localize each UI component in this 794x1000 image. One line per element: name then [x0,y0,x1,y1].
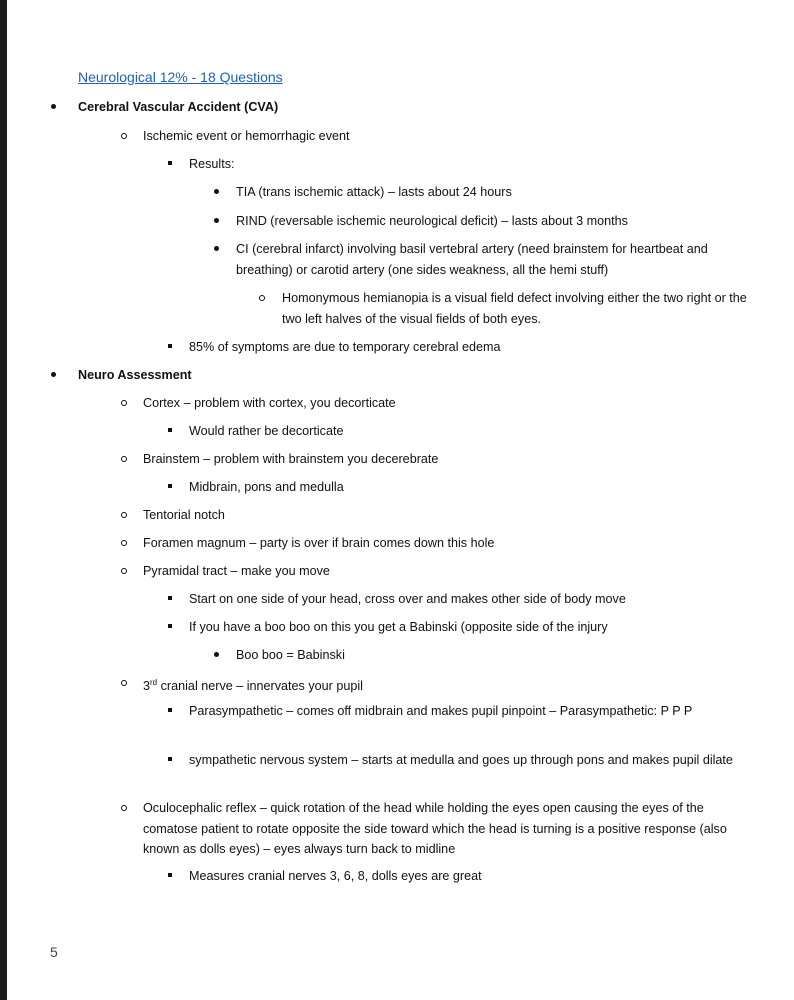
bullet-disc [212,211,222,231]
list-item: sympathetic nervous system – starts at medulla and goes up through pons and makes pupil dilate [189,753,733,767]
bullet-square [167,337,177,357]
bullet-circle [120,798,130,818]
list-item: Brainstem – problem with brainstem you decerebrate [143,452,439,466]
bullet-square [167,154,177,174]
list-item: Oculocephalic reflex – quick rotation of the head while holding the eyes open causing the eyes of the comatose patient to rotate opposite the side toward which the head is turning is a positive response (also known as dolls eyes) – eyes always turn back to midline [143,801,727,856]
bullet-disc [49,365,59,385]
bullet-square [167,477,177,497]
bullet-circle [120,533,130,553]
bullet-square [167,421,177,441]
list-item: Start on one side of your head, cross over and makes other side of body move [189,592,626,606]
list-item: Results: [189,157,235,171]
bullet-square [167,866,177,886]
list-item-3rd-cranial-nerve [143,673,363,697]
bullet-square [167,750,177,770]
list-item: Measures cranial nerves 3, 6, 8, dolls eyes are great [189,869,482,883]
list-item: Would rather be decorticate [189,424,344,438]
bullet-circle [120,393,130,413]
list-item: Ischemic event or hemorrhagic event [143,129,350,143]
bullet-circle [120,505,130,525]
ordinal-suffix: rd [150,678,158,687]
list-item: RIND (reversable ischemic neurological deficit) – lasts about 3 months [236,214,628,228]
list-item: CI (cerebral infarct) involving basil vertebral artery (need brainstem for heartbeat and breathing) or carotid artery (one sides weakness, all the hemi stuff) [236,242,708,277]
bullet-circle [120,126,130,146]
list-item-text: cranial nerve – innervates your pupil [157,679,363,694]
list-item: Parasympathetic – comes off midbrain and makes pupil pinpoint – Parasympathetic: P P P [189,704,693,718]
bullet-circle [258,288,268,308]
bullet-disc [212,239,222,259]
list-item: Boo boo = Babinski [236,648,345,662]
section-heading[interactable]: Neurological 12% - 18 Questions [78,69,283,85]
list-item: Pyramidal tract – make you move [143,564,330,578]
list-item: TIA (trans ischemic attack) – lasts about 24 hours [236,185,512,199]
bullet-disc [49,97,59,117]
bullet-square [167,589,177,609]
document-page [7,0,794,1000]
bullet-circle [120,673,130,693]
list-item: Midbrain, pons and medulla [189,480,344,494]
page-number: 5 [50,944,58,960]
list-item: Tentorial notch [143,508,225,522]
list-item: Cortex – problem with cortex, you decorticate [143,396,396,410]
list-item: 85% of symptoms are due to temporary cerebral edema [189,340,501,354]
bullet-circle [120,449,130,469]
bullet-disc [212,645,222,665]
ordinal-number: 3 [143,679,151,694]
bullet-square [167,617,177,637]
bullet-circle [120,561,130,581]
list-item-neuro-assessment: Neuro Assessment [78,368,192,382]
bullet-square [167,701,177,721]
list-item-cva: Cerebral Vascular Accident (CVA) [78,100,279,114]
list-item: Foramen magnum – party is over if brain comes down this hole [143,536,495,550]
bullet-disc [212,182,222,202]
list-item: If you have a boo boo on this you get a Babinski (opposite side of the injury [189,620,608,634]
list-item: Homonymous hemianopia is a visual field defect involving either the two right or the two left halves of the visual fields of both eyes. [282,291,747,326]
